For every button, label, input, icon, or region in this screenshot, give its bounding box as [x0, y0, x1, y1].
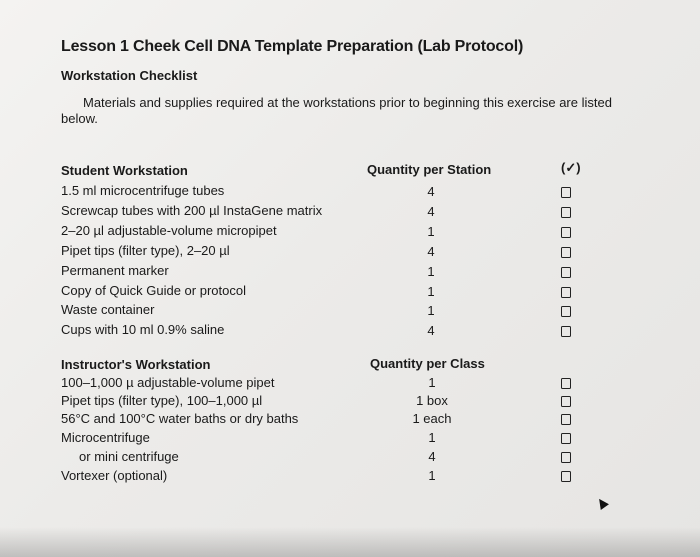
- student-item-qty: 4: [427, 184, 435, 199]
- instructor-item-qty: 1 each: [412, 411, 452, 426]
- student-item-name: Copy of Quick Guide or protocol: [61, 283, 246, 298]
- instructor-item-qty: 1: [428, 430, 436, 445]
- student-item-name: Permanent marker: [61, 263, 169, 278]
- instructor-heading: Instructor's Workstation: [61, 357, 211, 372]
- student-item-qty: 1: [427, 284, 435, 299]
- instructor-item-qty: 1: [428, 468, 436, 483]
- instructor-item-name: Vortexer (optional): [61, 468, 168, 483]
- instructor-item-name: Microcentrifuge: [61, 430, 150, 445]
- check-column-heading: (✓): [561, 160, 581, 175]
- student-qty-heading: Quantity per Station: [367, 162, 492, 177]
- checkbox[interactable]: [561, 396, 571, 407]
- instructor-item-qty: 1: [428, 375, 436, 390]
- instructor-item-name: 56°C and 100°C water baths or dry baths: [61, 411, 299, 426]
- checkbox[interactable]: [561, 378, 571, 389]
- instructor-item-name: Pipet tips (filter type), 100–1,000 µl: [61, 393, 263, 408]
- checkbox[interactable]: [561, 326, 571, 337]
- checkbox[interactable]: [561, 306, 571, 317]
- student-item-qty: 1: [427, 224, 435, 239]
- page-title: Lesson 1 Cheek Cell DNA Template Preparation (Lab Protocol): [61, 38, 524, 55]
- instructor-item-qty: 4: [428, 449, 436, 464]
- student-heading: Student Workstation: [61, 163, 188, 178]
- pointer-cursor-icon: [595, 496, 609, 510]
- checkbox[interactable]: [561, 247, 571, 258]
- student-item-name: 2–20 µl adjustable-volume micropipet: [61, 223, 277, 238]
- instructor-item-qty: 1 box: [416, 393, 448, 408]
- checkbox[interactable]: [561, 452, 571, 463]
- student-item-qty: 4: [427, 244, 435, 259]
- checkbox[interactable]: [561, 433, 571, 444]
- student-item-name: Waste container: [61, 302, 155, 317]
- student-item-qty: 1: [427, 264, 435, 279]
- checkbox[interactable]: [561, 207, 571, 218]
- student-item-qty: 1: [427, 303, 435, 318]
- checkbox[interactable]: [561, 471, 571, 482]
- checkbox[interactable]: [561, 227, 571, 238]
- student-item-qty: 4: [427, 323, 435, 338]
- checklist-subtitle: Workstation Checklist: [61, 68, 198, 83]
- student-item-name: Cups with 10 ml 0.9% saline: [61, 322, 225, 337]
- instructor-qty-heading: Quantity per Class: [370, 356, 485, 371]
- checkbox[interactable]: [561, 287, 571, 298]
- intro-paragraph: Materials and supplies required at the workstations prior to beginning this exercise are listed below.: [61, 95, 612, 126]
- student-item-qty: 4: [427, 204, 435, 219]
- instructor-item-name: or mini centrifuge: [61, 449, 179, 464]
- student-item-name: 1.5 ml microcentrifuge tubes: [61, 183, 225, 198]
- checkbox[interactable]: [561, 414, 571, 425]
- checkbox[interactable]: [561, 267, 571, 278]
- checkbox[interactable]: [561, 187, 571, 198]
- instructor-item-name: 100–1,000 µ adjustable-volume pipet: [61, 375, 275, 390]
- student-item-name: Screwcap tubes with 200 µl InstaGene matrix: [61, 203, 323, 218]
- student-item-name: Pipet tips (filter type), 2–20 µl: [61, 243, 230, 258]
